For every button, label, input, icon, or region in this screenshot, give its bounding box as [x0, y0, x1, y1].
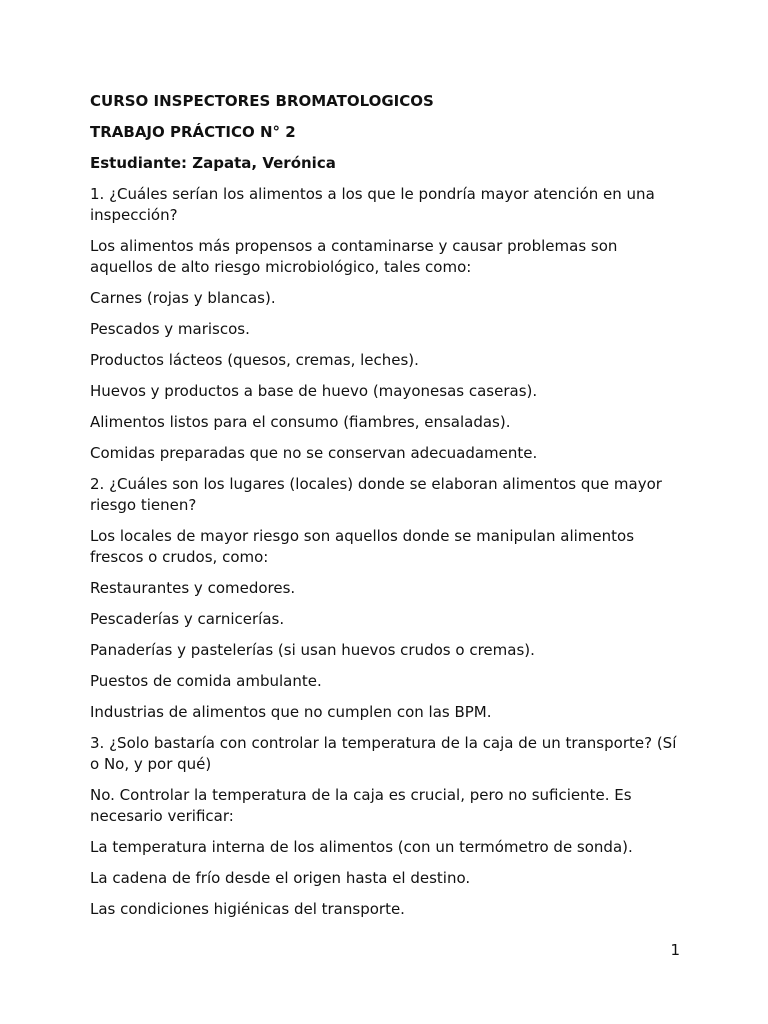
- answer-2-item: Industrias de alimentos que no cumplen con las BPM.: [90, 703, 492, 721]
- answer-1-item: Alimentos listos para el consumo (fiambres, ensaladas).: [90, 413, 511, 431]
- page-number: 1: [670, 941, 680, 959]
- document-page: [90, 91, 680, 930]
- question-3: 3. ¿Solo bastaría con controlar la temperatura de la caja de un transporte? (Sí o No, y por qué): [90, 734, 677, 773]
- answer-2-item: Panaderías y pastelerías (si usan huevos crudos o cremas).: [90, 641, 535, 659]
- answer-2-item: Restaurantes y comedores.: [90, 579, 296, 597]
- question-1: 1. ¿Cuáles serían los alimentos a los que le pondría mayor atención en una inspección?: [90, 185, 655, 224]
- answer-1-intro: Los alimentos más propensos a contaminarse y causar problemas son aquellos de alto riesgo microbiológico, tales como:: [90, 237, 618, 276]
- student-name: Estudiante: Zapata, Verónica: [90, 154, 336, 172]
- answer-2-item: Pescaderías y carnicerías.: [90, 610, 285, 628]
- answer-2-item: Puestos de comida ambulante.: [90, 672, 322, 690]
- answer-2-intro: Los locales de mayor riesgo son aquellos donde se manipulan alimentos frescos o crudos, como:: [90, 527, 635, 566]
- answer-1-item: Productos lácteos (quesos, cremas, leches).: [90, 351, 419, 369]
- answer-1-item: Comidas preparadas que no se conservan adecuadamente.: [90, 444, 538, 462]
- answer-3-item: La temperatura interna de los alimentos (con un termómetro de sonda).: [90, 838, 633, 856]
- question-2: 2. ¿Cuáles son los lugares (locales) donde se elaboran alimentos que mayor riesgo tienen?: [90, 475, 662, 514]
- answer-1-item: Carnes (rojas y blancas).: [90, 289, 276, 307]
- answer-1-item: Pescados y mariscos.: [90, 320, 250, 338]
- assignment-title: TRABAJO PRÁCTICO N° 2: [90, 123, 296, 141]
- answer-1-item: Huevos y productos a base de huevo (mayonesas caseras).: [90, 382, 538, 400]
- answer-3-item: La cadena de frío desde el origen hasta el destino.: [90, 869, 471, 887]
- course-title: CURSO INSPECTORES BROMATOLOGICOS: [90, 92, 434, 110]
- answer-3-item: Las condiciones higiénicas del transporte.: [90, 900, 405, 918]
- answer-3-intro: No. Controlar la temperatura de la caja es crucial, pero no suficiente. Es necesario verificar:: [90, 786, 632, 825]
